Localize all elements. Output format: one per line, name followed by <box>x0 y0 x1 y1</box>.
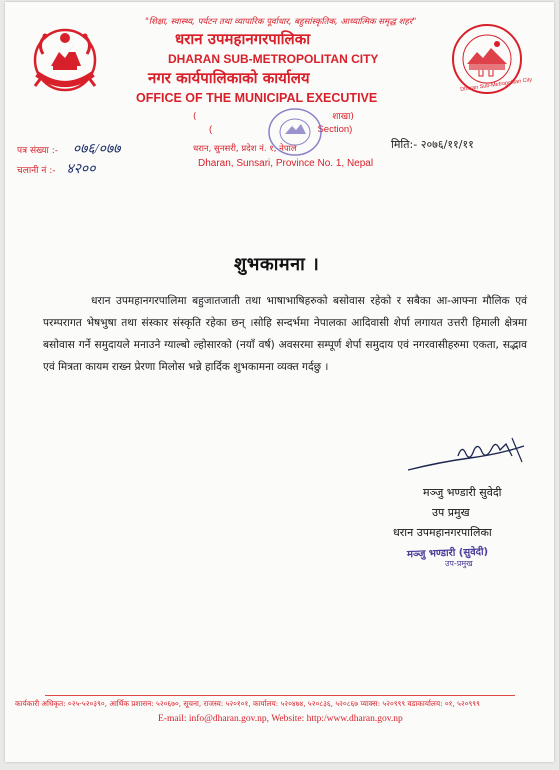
footer-contact: E-mail: info@dharan.gov.np, Website: http:/www.dharan.gov.np <box>158 714 403 724</box>
nepal-emblem-logo <box>23 24 107 98</box>
signatory-title: उप प्रमुख <box>432 506 470 519</box>
signatory-name: मञ्जु भण्डारी सुवेदी <box>423 486 502 499</box>
letter-body: धरान उपमहानगरपालिमा बहुजातजाती तथा भाषाभाषिहरुको बसोवास रहेको र सबैका आ-आफ्ना मौलिक एवं परम्परागत भेषभुषा तथा संस्कार संस्कृति रहेका छन् ।सोहि सन्दर्भमा नेपालका आदिवासी शेर्पा लगायत उत्तरी हिमाली क्षेत्रमा बसोवास गर्ने समुदायले मनाउने ग्याल्बो ल्होसारको (नयाँ वर्ष) अवसरमा सम्पूर्ण शेर्पा समुदाय एवं नगरवासीहरुमा एकता, सद्भाव एवं मित्रता कायम राख्न प्रेरणा मिलोस भन्ने हार्दिक शुभकामना व्यक्त गर्दछु । <box>43 295 527 373</box>
title-stamp: उप-प्रमुख <box>445 559 473 568</box>
branch-close: शाखा) <box>332 112 354 122</box>
handwritten-signature <box>400 432 530 482</box>
branch-open: ( <box>193 112 197 122</box>
date-label: मिति:- <box>391 138 418 151</box>
dispatch-number-value: ४२०० <box>66 162 96 177</box>
signatory-office: धरान उपमहानगरपालिका <box>393 526 492 539</box>
letter-number-value: ०७६/०७७ <box>72 142 121 157</box>
letter-number-label: पत्र संख्या :- <box>17 146 58 156</box>
section-close: Section) <box>317 124 353 135</box>
letter-page <box>5 2 554 762</box>
address-english: Dharan, Sunsari, Province No. 1, Nepal <box>198 158 374 169</box>
office-name-nepali: नगर कार्यपालिकाको कार्यालय <box>148 69 310 87</box>
footer-phone-numbers: कार्यकारी अधिकृत: ०२५-५२०३९०, आर्थिक प्रशासन: ५२०६७०, सूचना, राजस्व: ५२०१०१, कार्यालय: ५२०४७४, ५२०८३६, ५२०८६७ प्याक्स: ५२०९९९ वडाकार्यालय: ०१, ५२०९९९ <box>15 699 480 708</box>
letter-heading: शुभकामना । <box>234 254 320 275</box>
slogan: "शिक्षा, स्वास्थ्य, पर्यटन तथा व्यापारिक पूर्वाधार, बहुसांस्कृतिक, आध्यात्मिक समृद्ध शहर" <box>145 17 417 27</box>
municipality-name-nepali: धरान उपमहानगरपालिका <box>175 30 311 48</box>
name-stamp: मञ्जु भण्डारी (सुवेदी) <box>406 546 489 561</box>
office-name-english: OFFICE OF THE MUNICIPAL EXECUTIVE <box>136 91 378 105</box>
letter-number <box>17 139 120 158</box>
address-nepali: धरान, सुनसरी, प्रदेश नं. १, नेपाल <box>193 144 297 154</box>
dispatch-number <box>17 159 95 178</box>
section-open: ( <box>209 124 213 135</box>
dispatch-number-label: चलानी नं :- <box>17 166 56 176</box>
seal-caption: Dharan Sub-Metropolitan City <box>459 76 533 94</box>
date-value: २०७६/११/११ <box>420 138 474 151</box>
footer-divider <box>45 695 515 696</box>
letter-date <box>391 137 474 152</box>
municipality-name-english: DHARAN SUB-METROPOLITAN CITY <box>168 52 379 66</box>
